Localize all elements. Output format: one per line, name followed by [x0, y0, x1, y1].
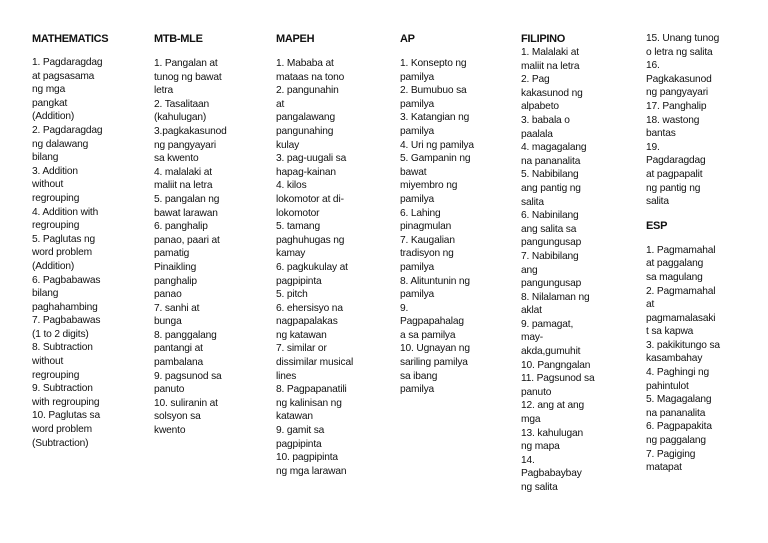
list-item: 5. pitch	[276, 289, 308, 301]
list-item: 4. Uri ng pamilya	[400, 139, 474, 151]
ap-list	[400, 57, 492, 397]
list-item: 4. malalaki at maliit na letra	[154, 166, 213, 192]
list-item: 11. Pagsunod sa panuto	[521, 373, 595, 398]
list-item: 2. Pagdaragdag ng dalawang bilang	[32, 124, 103, 164]
list-item: 1. Mababa at mataas na tono	[276, 58, 345, 83]
list-item: 7. Pagiging matapat	[646, 448, 696, 474]
filipino-title: FILIPINO	[521, 33, 566, 45]
list-item: 10. Ugnayan ng sariling pamilya sa ibang pamilya	[400, 343, 470, 396]
list-item: 5. Magagalang na pananalita	[646, 394, 712, 419]
list-item: 6. Nabinilang ang salita sa pangungusap	[521, 210, 582, 249]
list-item: 6. panghalip panao, paari at pamatig	[154, 221, 220, 260]
mapeh-list	[276, 57, 372, 478]
list-item: 5. Gampanin ng bawat miyembro ng pamilya	[400, 153, 471, 205]
filipino-column	[521, 32, 613, 495]
list-item: Pinaikling panghalip panao	[154, 261, 197, 301]
filipino-continued-list	[646, 32, 738, 209]
ap-column	[400, 32, 492, 397]
list-item: 2. Tasalitaan (kahulugan)	[154, 98, 210, 124]
list-item: 6. Pagpapakita ng paggalang	[646, 421, 712, 447]
list-item: 7. Kaugalian tradisyon ng pamilya	[400, 234, 455, 273]
list-item: 8. panggalang pantangi at pambalana	[154, 329, 217, 369]
list-item: 8. Nilalaman ng aklat	[521, 291, 590, 317]
list-item: 8. Pagpapanatili ng kalinisan ng katawan	[276, 384, 347, 423]
list-item: 1. Malalaki at maliit na letra	[521, 47, 580, 72]
list-item: 1. Konsepto ng pamilya	[400, 58, 467, 83]
list-item: 12. ang at ang mga	[521, 400, 585, 426]
list-item: 16. Pagkakasunod ng pangyayari	[646, 60, 712, 99]
esp-title: ESP	[646, 219, 668, 232]
list-item: 9. gamit sa pagpipinta	[276, 425, 325, 450]
list-item: 1. Pagmamahal at paggalang sa magulang	[646, 244, 716, 283]
list-item: 6. Pagbabawas bilang paghahambing	[32, 274, 101, 313]
mtb-mle-title: MTB-MLE	[154, 33, 203, 45]
list-item: 9. pamagat, may- akda,gumuhit	[521, 318, 581, 358]
list-item: 9. Subtraction with regrouping	[32, 383, 100, 408]
list-item: 3.pagkakasunod ng pangyayari sa kwento	[154, 125, 227, 165]
filipino-list	[521, 46, 613, 495]
list-item: 15. Unang tunog o letra ng salita	[646, 33, 720, 58]
list-item: 2. Pag kakasunod ng alpabeto	[521, 74, 583, 113]
list-item: 10. Paglutas sa word problem (Subtraction)	[32, 410, 100, 449]
list-item: 4. magagalang na pananalita	[521, 142, 587, 167]
list-item: 7. sanhi at bunga	[154, 302, 200, 328]
list-item: 10. Pangngalan	[521, 359, 591, 371]
list-item: 1. Pagdaragdag at pagsasama ng mga pangkat (Addition)	[32, 57, 103, 123]
mtb-mle-list	[154, 57, 246, 438]
list-item: 2. Pagmamahal at pagmamalasaki t sa kapwa	[646, 285, 716, 338]
list-item: 10. pagpipinta ng mga larawan	[276, 452, 347, 477]
mathematics-column	[32, 32, 124, 450]
list-item: 3. pag-uugali sa hapag-kainan	[276, 153, 347, 178]
list-item: 5. tamang paghuhugas ng kamay	[276, 221, 345, 260]
ap-title: AP	[400, 33, 415, 45]
list-item: 5. pangalan ng bawat larawan	[154, 193, 220, 219]
list-item: 9. Pagpapahalag a sa pamilya	[400, 302, 464, 341]
filipino-esp-column	[646, 32, 738, 475]
list-item: 5. Paglutas ng word problem (Addition)	[32, 233, 96, 272]
list-item: 18. wastong bantas	[646, 114, 700, 140]
list-item: 1. Pangalan at tunog ng bawat letra	[154, 58, 222, 97]
list-item: 3. Katangian ng pamilya	[400, 112, 470, 137]
list-item: 7. similar or dissimilar musical lines	[276, 343, 354, 382]
mapeh-title: MAPEH	[276, 33, 315, 45]
list-item: 4. Paghingi ng pahintulot	[646, 367, 710, 392]
list-item: 7. Nabibilang ang pangungusap	[521, 250, 582, 290]
list-item: 4. Addition with regrouping	[32, 206, 99, 232]
list-item: 8. Subtraction without regrouping	[32, 342, 93, 381]
list-item: 6. ehersisyo na nagpapalakas ng katawan	[276, 302, 343, 341]
list-item: 9. pagsunod sa panuto	[154, 370, 222, 396]
list-item: 5. Nabibilang ang pantig ng salita	[521, 169, 581, 208]
mapeh-column	[276, 32, 372, 478]
list-item: 2. pangunahin at pangalawang pangunahing kulay	[276, 85, 339, 151]
esp-list	[646, 244, 738, 475]
list-item: 6. Lahing pinagmulan	[400, 207, 452, 233]
list-item: 7. Pagbabawas (1 to 2 digits)	[32, 315, 101, 340]
mathematics-title: MATHEMATICS	[32, 33, 109, 45]
list-item: 19. Pagdaragdag at pagpapalit ng pantig ng salita	[646, 141, 706, 208]
list-item: 4. kilos lokomotor at di- lokomotor	[276, 180, 344, 219]
mathematics-list	[32, 56, 124, 450]
list-item: 2. Bumubuo sa pamilya	[400, 85, 467, 110]
list-item: 10. suliranin at solsyon sa kwento	[154, 397, 218, 437]
list-item: 3. Addition without regrouping	[32, 165, 80, 204]
list-item: 17. Panghalip	[646, 100, 707, 112]
list-item: 6. pagkukulay at pagpipinta	[276, 261, 348, 287]
list-item: 14. Pagbabaybay ng salita	[521, 454, 582, 493]
mtb-mle-column	[154, 32, 246, 438]
list-item: 13. kahulugan ng mapa	[521, 427, 584, 453]
list-item: 3. babala o paalala	[521, 114, 570, 140]
list-item: 3. pakikitungo sa kasambahay	[646, 339, 720, 365]
list-item: 8. Alituntunin ng pamilya	[400, 275, 470, 301]
